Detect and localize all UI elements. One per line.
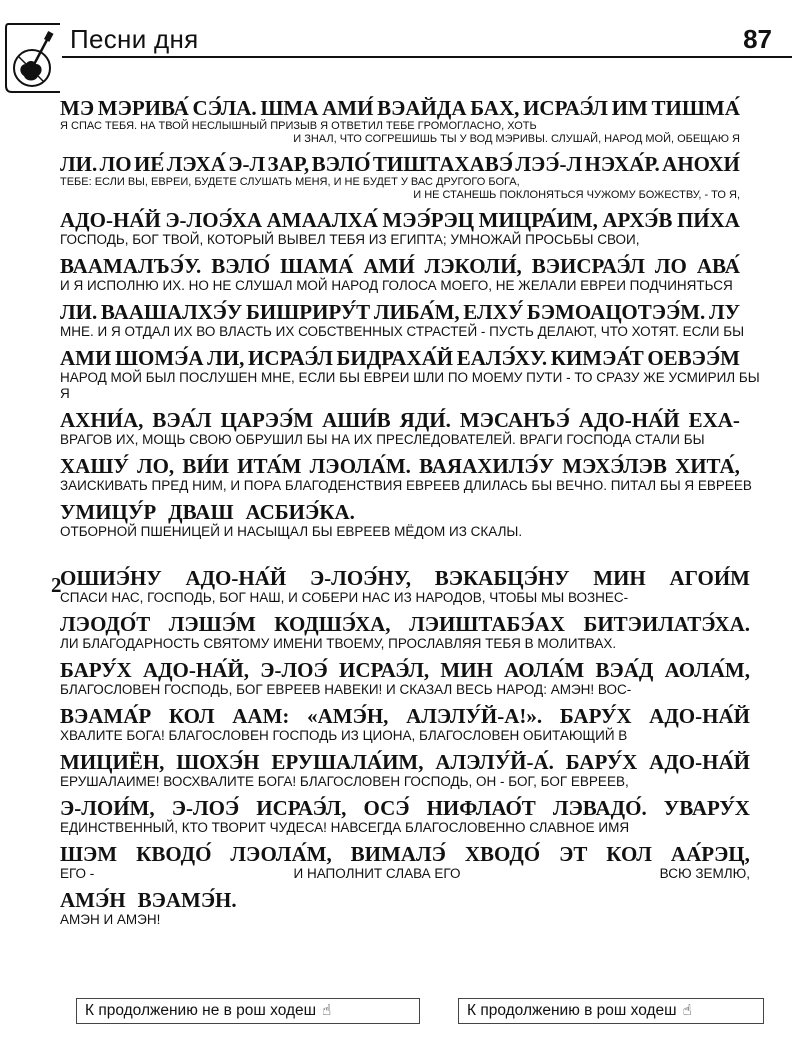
transliteration-line xyxy=(60,254,740,278)
word: АХНИ́А, xyxy=(60,408,144,432)
word: ШАМА́ xyxy=(280,254,354,278)
word: «АМЭ́Н, xyxy=(307,704,389,728)
word: АСБИЭ́КА. xyxy=(245,500,355,524)
word: ААМ: xyxy=(232,704,290,728)
word: МЭХЭ́ЛЭВ xyxy=(562,454,667,478)
nav-label: К продолжению в рош ходеш xyxy=(467,1002,677,1019)
section-2-lines xyxy=(60,566,760,928)
translation-line: ЗАИСКИВАТЬ ПРЕД НИМ, И ПОРА БЛАГОДЕНСТВИЯ ЕВРЕЕВ ДЛИЛАСЬ БЫ ВЕЧНО. ПИТАЛ БЫ Я ЕВРЕЕВ xyxy=(60,478,752,493)
word: ЛЭОЛА́М. xyxy=(309,454,411,478)
nav-label: К продолжению не в рош ходеш xyxy=(85,1002,317,1019)
word: АРХЭ́В xyxy=(602,208,673,232)
verse-block xyxy=(60,254,760,294)
transliteration-line xyxy=(60,612,750,636)
translation-line: ОТБОРНОЙ ПШЕНИЦЕЙ И НАСЫЩАЛ БЫ ЕВРЕЕВ МЁДОМ ИЗ СКАЛЫ. xyxy=(60,524,523,539)
word: ВАЯАХИЛЭ́У xyxy=(419,454,555,478)
word: ЛИ. xyxy=(60,152,98,176)
word: ЛО xyxy=(654,254,687,278)
word: КИМЭА́Т xyxy=(550,346,644,370)
word: Э-ЛОЭ́ xyxy=(260,658,328,682)
verse-block xyxy=(60,612,760,652)
transliteration-line xyxy=(60,152,740,176)
word: Э-ЛОЭ́НУ, xyxy=(309,566,411,590)
word: АОЛА́М, xyxy=(664,658,750,682)
word: Э-Л xyxy=(228,152,266,176)
word: БАРУ́Х xyxy=(565,750,638,774)
translation-line: И Я ИСПОЛНЮ ИХ. НО НЕ СЛУШАЛ МОЙ НАРОД ГОЛОСА МОЕГО, НЕ ЖЕЛАЛИ ЕВРЕИ ПОДЧИНЯТЬСЯ xyxy=(60,278,733,293)
word: АМЭ́Н xyxy=(60,888,126,912)
translation-fragment: ЕГО - xyxy=(60,866,95,881)
word: БИДРАХА́Й xyxy=(336,346,454,370)
word: ХАШУ́ xyxy=(60,454,129,478)
word: ЛЭХА́ xyxy=(166,152,226,176)
word: ЕХА- xyxy=(688,408,740,432)
word: ВЭАМА́Р xyxy=(60,704,152,728)
word: МЭСАНЪЭ́ xyxy=(459,408,570,432)
word: ИСРАЭ́Л xyxy=(248,346,333,370)
word: ЕРУШАЛА́ИМ, xyxy=(271,750,424,774)
word: УМИЦУ́Р xyxy=(60,500,157,524)
word: АНОХИ́ xyxy=(662,152,740,176)
word: МИН xyxy=(593,566,646,590)
word: АДО-НА́Й, xyxy=(142,658,249,682)
word: ОШИЭ́НУ xyxy=(60,566,162,590)
verse-block xyxy=(60,566,760,606)
word: КОЛ xyxy=(606,842,652,866)
word: АДО-НА́Й xyxy=(60,208,161,232)
word: АШИ́В xyxy=(322,408,391,432)
transliteration-line xyxy=(60,454,740,478)
translation-fragment: ВСЮ ЗЕМЛЮ, xyxy=(659,866,750,881)
section-2 xyxy=(51,566,760,928)
word: ЛЭИШТАБЭ́АХ xyxy=(409,612,565,636)
word: Э-ЛОЭ́ХА xyxy=(165,208,263,232)
word: ЛИБА́М, xyxy=(373,300,460,324)
transliteration-line xyxy=(60,658,750,682)
word: АГОИ́М xyxy=(669,566,750,590)
word: ЗАР, xyxy=(267,152,310,176)
translation-line xyxy=(60,866,750,882)
word: МИН xyxy=(440,658,493,682)
word: ХИТА́, xyxy=(675,454,740,478)
word: ИСРАЭ́Л xyxy=(523,96,608,120)
page-header xyxy=(0,0,800,100)
word: ЛО xyxy=(99,152,132,176)
word: НИФЛАО́Т xyxy=(426,796,536,820)
header-divider xyxy=(62,56,792,58)
word: ЛЭОДО́Т xyxy=(60,612,151,636)
word: АМИ́ xyxy=(322,96,374,120)
verse-block xyxy=(60,888,760,928)
word: АДО-НА́Й xyxy=(578,408,680,432)
word: ШОМЭ́А xyxy=(114,346,204,370)
translation-line: И ЗНАЛ, ЧТО СОГРЕШИШЬ ТЫ У ВОД МЭРИВЫ. СЛУШАЙ, НАРОД МОЙ, ОБЕЩАЮ Я xyxy=(293,133,740,145)
word: Э-ЛОИ́М, xyxy=(60,796,155,820)
word: АМИ xyxy=(60,346,112,370)
word: АДО-НА́Й xyxy=(649,750,750,774)
verse-block xyxy=(60,796,760,836)
word: ИСРАЭ́Л, xyxy=(256,796,347,820)
verse-block xyxy=(60,658,760,698)
translation-line: ЕДИНСТВЕННЫЙ, КТО ТВОРИТ ЧУДЕСА! НАВСЕГДА БЛАГОСЛОВЕННО СЛАВНОЕ ИМЯ xyxy=(60,820,630,835)
transliteration-line xyxy=(60,346,740,370)
word: ШОХЭ́Н xyxy=(176,750,260,774)
word: МЭРИВА́ xyxy=(97,96,189,120)
word: ИМ xyxy=(611,96,648,120)
translation-line: НАРОД МОЙ БЫЛ ПОСЛУШЕН МНЕ, ЕСЛИ БЫ ЕВРЕИ ШЛИ ПО МОЕМУ ПУТИ - ТО СРАЗУ ЖЕ УСМИРИЛ БЫ Я xyxy=(60,370,760,401)
word: ЛЭВАДО́. xyxy=(552,796,647,820)
word: ВЭАМЭ́Н. xyxy=(137,888,237,912)
verse-block xyxy=(60,96,760,146)
word: ЦАРЭЭ́М xyxy=(220,408,314,432)
pointing-hand-icon: ☝ xyxy=(322,1002,332,1019)
word: БАРУ́Х xyxy=(559,704,632,728)
page-number: 87 xyxy=(743,24,772,54)
word: НЭХА́Р. xyxy=(584,152,660,176)
verse-block xyxy=(60,704,760,744)
word: АВА́ xyxy=(696,254,740,278)
translation-line: ТЕБЕ: ЕСЛИ ВЫ, ЕВРЕИ, БУДЕТЕ СЛУШАТЬ МЕНЯ, И НЕ БУДЕТ У ВАС ДРУГОГО БОГА, xyxy=(60,176,520,188)
verse-block xyxy=(60,408,760,448)
word: БЭМОАЦОТЭЭ́М. xyxy=(526,300,706,324)
translation-line: СПАСИ НАС, ГОСПОДЬ, БОГ НАШ, И СОБЕРИ НАС ИЗ НАРОДОВ, ЧТОБЫ МЫ ВОЗНЕС- xyxy=(60,590,629,605)
translation-line: ЛИ БЛАГОДАРНОСТЬ СВЯТОМУ ИМЕНИ ТВОЕМУ, ПРОСЛАВЛЯЯ ТЕБЯ В МОЛИТВАХ. xyxy=(60,636,617,651)
transliteration-line xyxy=(60,566,750,590)
word: ЕЛХУ́ xyxy=(463,300,524,324)
transliteration-line xyxy=(60,750,750,774)
verse-block xyxy=(60,750,760,790)
word: АМИ́ xyxy=(363,254,415,278)
word: АА́РЭЦ, xyxy=(670,842,750,866)
transliteration-line xyxy=(60,96,740,120)
word: ДВАШ xyxy=(168,500,234,524)
verse-block xyxy=(60,500,760,540)
word: ВЭАЙДА xyxy=(377,96,467,120)
word: ВЭЛО́ xyxy=(311,152,371,176)
transliteration-line xyxy=(60,704,750,728)
word: ЛЭЭ́-Л xyxy=(515,152,583,176)
word: ВЭИСРАЭ́Л xyxy=(531,254,645,278)
word: ЛЭШЭ́М xyxy=(168,612,256,636)
word: АЛЭЛУ́Й-А́. xyxy=(435,750,554,774)
verse-block xyxy=(60,454,760,494)
word: БИТЭИЛАТЭ́ХА. xyxy=(583,612,750,636)
translation-line: Я СПАС ТЕБЯ. НА ТВОЙ НЕСЛЫШНЫЙ ПРИЗЫВ Я ОТВЕТИЛ ТЕБЕ ГРОМОГЛАСНО, ХОТЬ xyxy=(60,120,537,132)
translation-line: МНЕ. И Я ОТДАЛ ИХ ВО ВЛАСТЬ ИХ СОБСТВЕННЫХ СТРАСТЕЙ - ПУСТЬ ДЕЛАЮТ, ЧТО ХОТЯТ. ЕСЛИ БЫ xyxy=(60,324,745,339)
word: БИШРИРУ́Т xyxy=(245,300,371,324)
transliteration-line xyxy=(60,842,750,866)
word: ЛЭКОЛИ́, xyxy=(424,254,522,278)
prayer-text xyxy=(51,90,760,928)
word: ЭТ xyxy=(559,842,588,866)
word: ВЭЛО́ xyxy=(211,254,271,278)
word: КВОДО́ xyxy=(136,842,212,866)
word: ОСЭ́ xyxy=(363,796,410,820)
translation-line: И НЕ СТАНЕШЬ ПОКЛОНЯТЬСЯ ЧУЖОМУ БОЖЕСТВУ, - ТО Я, xyxy=(413,189,740,201)
translation-fragment: И НАПОЛНИТ СЛАВА ЕГО xyxy=(293,866,461,881)
word: СЭ́ЛА. xyxy=(192,96,257,120)
word: АДО-НА́Й xyxy=(185,566,287,590)
word: МИЦРА́ИМ, xyxy=(478,208,598,232)
word: АДО-НА́Й xyxy=(649,704,750,728)
verse-block xyxy=(60,152,760,202)
word: ЯДИ́. xyxy=(399,408,451,432)
word: КОДШЭ́ХА, xyxy=(274,612,391,636)
word: ШЭМ xyxy=(60,842,118,866)
translation-line: ВРАГОВ ИХ, МОЩЬ СВОЮ ОБРУШИЛ БЫ НА ИХ ПРЕСЛЕДОВАТЕЛЕЙ. ВРАГИ ГОСПОДА СТАЛИ БЫ xyxy=(60,432,705,447)
verse-block xyxy=(60,208,760,248)
continue-rosh-chodesh-button[interactable] xyxy=(458,998,764,1024)
word: ЛО, xyxy=(136,454,175,478)
transliteration-line xyxy=(60,408,740,432)
word: ИЕ́ xyxy=(133,152,165,176)
section-number: 2 xyxy=(51,573,62,597)
word: ВААШАЛХЭ́У xyxy=(100,300,243,324)
word: ВААМАЛЪЭ́У. xyxy=(60,254,202,278)
word: ИТА́М xyxy=(237,454,302,478)
word: КОЛ xyxy=(168,704,215,728)
word: ЛИ, xyxy=(207,346,245,370)
word: МИЦИЁН, xyxy=(60,750,165,774)
transliteration-line xyxy=(60,500,740,524)
verse-block xyxy=(60,842,760,882)
word: ВИМАЛЭ́ xyxy=(350,842,446,866)
verse-block xyxy=(60,346,760,402)
page-title: Песни дня xyxy=(70,24,199,54)
violin-guitar-icon xyxy=(4,20,60,94)
word: ПИ́ХА xyxy=(676,208,740,232)
word: БАРУ́Х xyxy=(60,658,132,682)
word: МЭ xyxy=(60,96,95,120)
word: ЛИ. xyxy=(60,300,98,324)
word: ХВОДО́ xyxy=(464,842,541,866)
word: ВЭА́Л xyxy=(152,408,212,432)
word: ТИШТАХАВЭ́ xyxy=(372,152,513,176)
word: ШМА xyxy=(260,96,319,120)
word: ЕАЛЭ́ХУ. xyxy=(456,346,548,370)
word: ВИ́И xyxy=(182,454,230,478)
word: ТИШМА́ xyxy=(651,96,740,120)
translation-line: ХВАЛИТЕ БОГА! БЛАГОСЛОВЕН ГОСПОДЬ ИЗ ЦИОНА, БЛАГОСЛОВЕН ОБИТАЮЩИЙ В xyxy=(60,728,628,743)
word: ВЭКАБЦЭ́НУ xyxy=(434,566,570,590)
word: АОЛА́М xyxy=(504,658,585,682)
transliteration-line xyxy=(60,300,740,324)
word: Э-ЛОЭ́ xyxy=(171,796,240,820)
transliteration-line xyxy=(60,208,740,232)
section-1 xyxy=(60,96,760,540)
word: ВЭА́Д xyxy=(595,658,654,682)
word: УВАРУ́Х xyxy=(663,796,750,820)
transliteration-line xyxy=(60,888,750,912)
translation-line: АМЭН И АМЭН! xyxy=(60,912,161,927)
word: АМААЛХА́ xyxy=(266,208,378,232)
word: ЛЭОЛА́М, xyxy=(230,842,332,866)
verse-block xyxy=(60,300,760,340)
translation-line: БЛАГОСЛОВЕН ГОСПОДЬ, БОГ ЕВРЕЕВ НАВЕКИ! И СКАЗАЛ ВЕСЬ НАРОД: АМЭН! ВОС- xyxy=(60,682,632,697)
word: АЛЭЛУ́Й-А!». xyxy=(406,704,543,728)
word: ОЕВЭЭ́М xyxy=(647,346,740,370)
word: БАХ, xyxy=(470,96,520,120)
translation-line: ЕРУШАЛАИМЕ! ВОСХВАЛИТЕ БОГА! БЛАГОСЛОВЕН ГОСПОДЬ, ОН - БОГ, БОГ ЕВРЕЕВ, xyxy=(60,774,629,789)
pointing-hand-icon: ☝ xyxy=(682,1002,692,1019)
transliteration-line xyxy=(60,796,750,820)
word: ИСРАЭ́Л, xyxy=(339,658,430,682)
continue-not-rosh-chodesh-button[interactable] xyxy=(76,998,420,1024)
word: ЛУ xyxy=(708,300,740,324)
word: МЭЭ́РЭЦ xyxy=(382,208,475,232)
translation-line: ГОСПОДЬ, БОГ ТВОЙ, КОТОРЫЙ ВЫВЕЛ ТЕБЯ ИЗ ЕГИПТА; УМНОЖАЙ ПРОСЬБЫ СВОИ, xyxy=(60,232,640,247)
